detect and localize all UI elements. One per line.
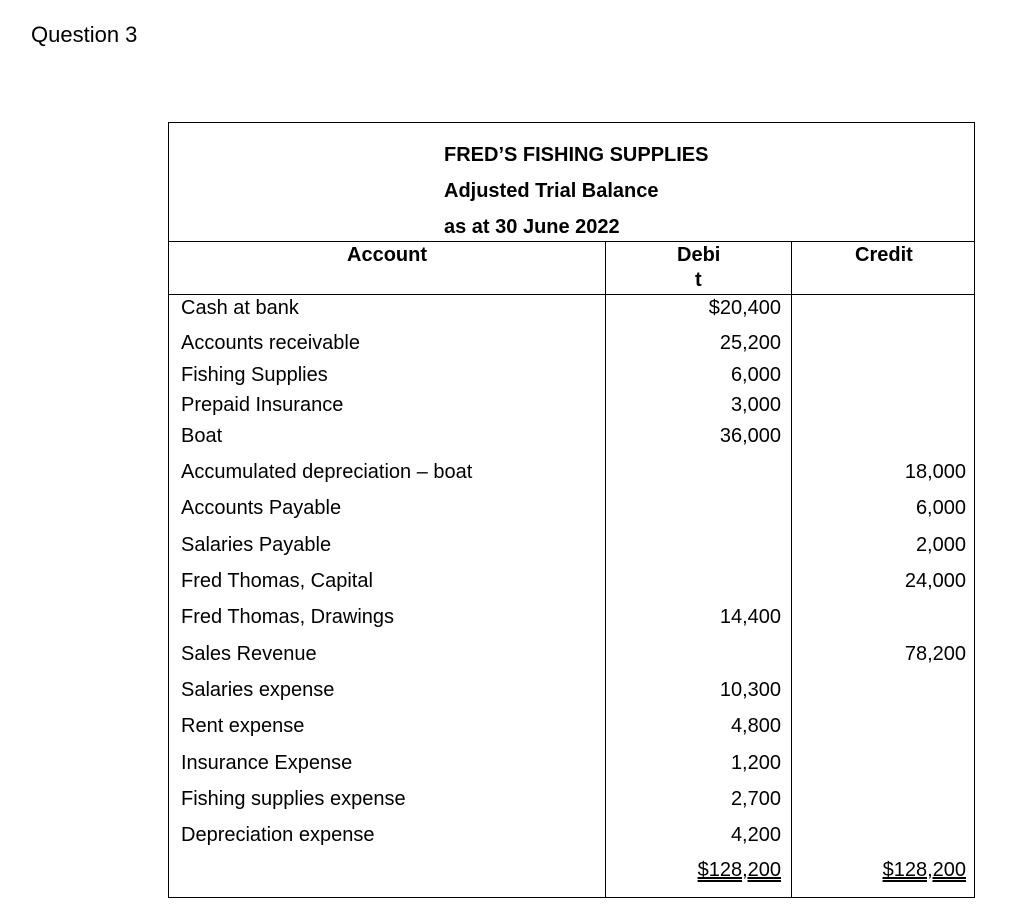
debit-total: $128,200 xyxy=(697,859,781,881)
debit-column-divider xyxy=(605,241,606,897)
account-name: Cash at bank xyxy=(181,297,299,319)
account-name: Salaries expense xyxy=(181,679,335,701)
debit-amount: 36,000 xyxy=(719,425,781,447)
account-name: Sales Revenue xyxy=(181,643,317,665)
debit-column-header-line1: Debi xyxy=(677,244,721,266)
account-name: Insurance Expense xyxy=(181,752,353,774)
credit-amount: 6,000 xyxy=(915,497,966,519)
account-name: Accounts Payable xyxy=(181,497,342,519)
account-name: Prepaid Insurance xyxy=(181,394,344,416)
account-name: Salaries Payable xyxy=(181,534,332,556)
account-name: Fishing Supplies xyxy=(181,364,328,386)
debit-amount: 4,200 xyxy=(730,824,781,846)
debit-amount: $20,400 xyxy=(708,297,781,319)
credit-amount: 78,200 xyxy=(904,643,966,665)
header-divider xyxy=(169,241,974,242)
credit-total: $128,200 xyxy=(882,859,966,881)
debit-amount: 25,200 xyxy=(719,332,781,354)
debit-amount: 6,000 xyxy=(730,364,781,386)
account-name: Rent expense xyxy=(181,715,305,737)
account-column-header: Account xyxy=(347,244,427,266)
account-name: Accounts receivable xyxy=(181,332,360,354)
credit-column-divider xyxy=(791,241,792,897)
debit-amount: 1,200 xyxy=(730,752,781,774)
debit-column-header-line2: t xyxy=(695,269,702,291)
account-name: Boat xyxy=(181,425,223,447)
debit-amount: 4,800 xyxy=(730,715,781,737)
credit-column-header: Credit xyxy=(855,244,913,266)
account-name: Depreciation expense xyxy=(181,824,375,846)
report-date: as at 30 June 2022 xyxy=(444,216,620,238)
credit-amount: 2,000 xyxy=(915,534,966,556)
account-name: Accumulated depreciation – boat xyxy=(181,461,473,483)
debit-amount: 14,400 xyxy=(719,606,781,628)
account-name: Fred Thomas, Drawings xyxy=(181,606,395,628)
report-title: Adjusted Trial Balance xyxy=(444,180,659,202)
account-name: Fred Thomas, Capital xyxy=(181,570,373,592)
credit-amount: 18,000 xyxy=(904,461,966,483)
question-label: Question 3 xyxy=(31,22,138,47)
debit-amount: 10,300 xyxy=(719,679,781,701)
credit-amount: 24,000 xyxy=(904,570,966,592)
debit-amount: 3,000 xyxy=(730,394,781,416)
company-name: FRED’S FISHING SUPPLIES xyxy=(444,144,709,166)
column-header-divider xyxy=(169,294,974,295)
debit-amount: 2,700 xyxy=(730,788,781,810)
account-name: Fishing supplies expense xyxy=(181,788,406,810)
trial-balance-table xyxy=(168,122,975,898)
